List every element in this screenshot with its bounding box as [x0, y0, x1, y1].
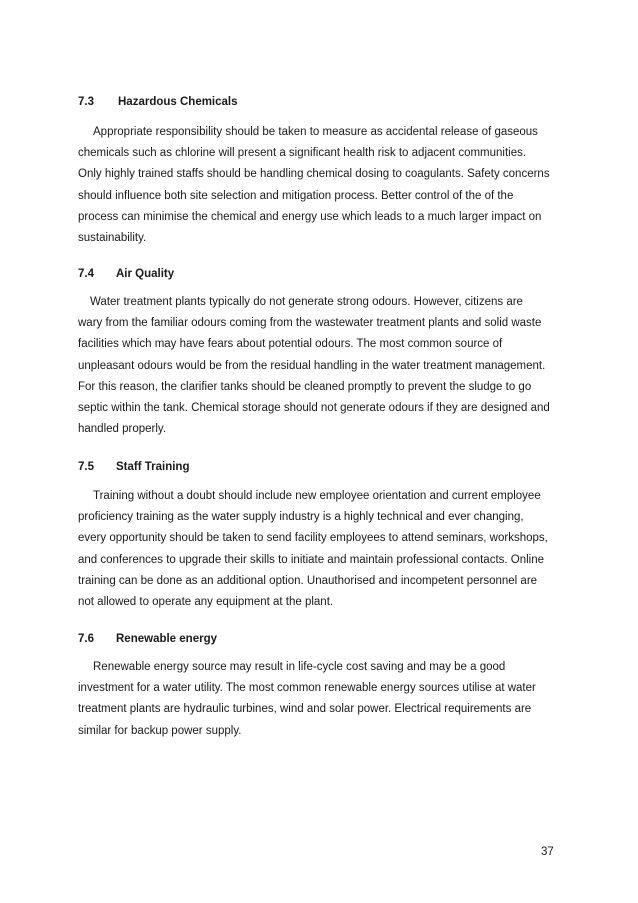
section-number: 7.4 [78, 268, 94, 280]
paragraph-line: investment for a water utility. The most common renewable energy sources utilise at water [78, 682, 536, 695]
page-number: 37 [541, 846, 554, 858]
paragraph-line: training can be done as an additional option. Unauthorised and incompetent personnel are [78, 574, 538, 587]
paragraph-line: not allowed to operate any equipment at the plant. [78, 596, 334, 609]
section-heading-7-5 [78, 461, 190, 473]
section-body-7-6 [78, 657, 548, 742]
section-number: 7.3 [78, 96, 94, 108]
paragraph-line: proficiency training as the water supply industry is a highly technical and ever changing, [78, 511, 524, 524]
paragraph-line: every opportunity should be taken to send facility employees to attend seminars, workshops, [78, 532, 548, 545]
section-heading-7-4 [78, 268, 175, 280]
section-body-7-4 [78, 292, 548, 440]
paragraph-line: For this reason, the clarifier tanks should be cleaned promptly to prevent the sludge to go [78, 380, 532, 393]
paragraph-line: Renewable energy source may result in life-cycle cost saving and may be a good [93, 661, 506, 673]
paragraph-line: septic within the tank. Chemical storage should not generate odours if they are designed and [78, 402, 550, 415]
paragraph-line: sustainability. [78, 232, 147, 245]
paragraph-line: and conferences to upgrade their skills to initiate and maintain professional contacts. Online [78, 553, 545, 566]
section-body-7-3 [78, 122, 548, 249]
paragraph-line: handled properly. [78, 423, 167, 436]
paragraph-line: process can minimise the chemical and energy use which leads to a much larger impact on [78, 210, 542, 223]
section-heading-7-3 [78, 96, 238, 108]
paragraph-line: should influence both site selection and mitigation process. Better control of the of the [78, 189, 514, 202]
section-title: Air Quality [116, 268, 175, 280]
section-number: 7.6 [78, 633, 94, 645]
paragraph-line: facilities which may have fears about potential odours. The most common source of [78, 338, 503, 351]
paragraph-line: treatment plants are hydraulic turbines, wind and solar power. Electrical requirements are [78, 703, 532, 716]
section-heading-7-6 [78, 633, 217, 645]
paragraph-line: Appropriate responsibility should be taken to measure as accidental release of gaseous [93, 126, 538, 138]
section-title: Staff Training [116, 461, 190, 473]
section-body-7-5 [78, 486, 548, 613]
section-number: 7.5 [78, 461, 94, 473]
paragraph-line: unpleasant odours would be from the residual handling in the water treatment management. [78, 359, 546, 372]
section-title: Renewable energy [116, 633, 217, 645]
paragraph-line: Training without a doubt should include new employee orientation and current employee [93, 490, 541, 502]
paragraph-line: Only highly trained staffs should be handling chemical dosing to coagulants. Safety concerns [78, 168, 550, 181]
paragraph-line: chemicals such as chlorine will present a significant health risk to adjacent communities. [78, 147, 527, 160]
paragraph-line: wary from the familiar odours coming from the wastewater treatment plants and solid waste [78, 317, 542, 330]
paragraph-line: similar for backup power supply. [78, 724, 242, 737]
paragraph-line: Water treatment plants typically do not generate strong odours. However, citizens are [90, 296, 523, 308]
section-title: Hazardous Chemicals [118, 96, 238, 108]
